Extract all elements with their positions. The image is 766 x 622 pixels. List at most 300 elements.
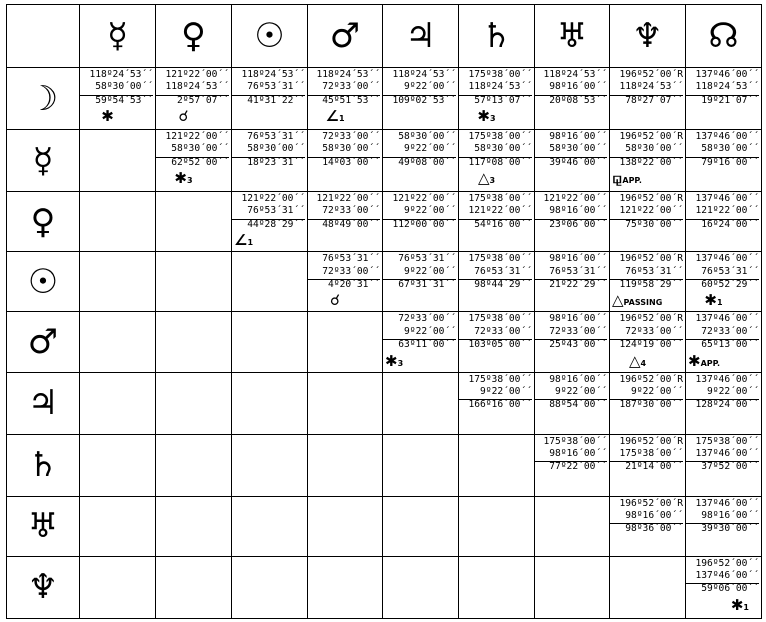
difference-line: 4º20´31´´ (308, 279, 380, 292)
operand-line: 121º22´00´´ (165, 69, 229, 80)
aspect-cell-sun-jupiter (383, 252, 459, 312)
aspect-marker (686, 292, 759, 311)
difference-line: 59º54´53´´ (80, 95, 153, 108)
neptune-glyph-icon: ♆ (27, 567, 59, 608)
operand-line: 121º22´00´´ (241, 193, 305, 204)
operand-line: 98º16´00´´ (549, 313, 607, 325)
operand-line: 196º52´00´R (619, 193, 683, 204)
operand-line: 196º52´00´R (619, 435, 683, 447)
operand-line: 118º24´53´´ (695, 81, 759, 93)
operand-line: 121º22´00´´ (316, 193, 380, 204)
row-header-sun (7, 252, 80, 312)
aspect-cell-jupiter-uranus (535, 372, 610, 434)
mercury-glyph-icon: ☿ (107, 16, 128, 56)
calc-block (686, 557, 761, 616)
difference-line: 63º11´00´´ (383, 339, 456, 352)
operand-line: 137º46´00´´ (695, 193, 759, 204)
operand-line: 76º53´31´´ (625, 265, 683, 277)
calc-block (686, 497, 761, 537)
calc-block (686, 252, 761, 311)
operand-line: 196º52´00´R (619, 69, 683, 80)
empty-cell (383, 496, 459, 556)
jupiter-glyph-icon: ♃ (405, 16, 436, 56)
difference-line: 59º06´00´´ (686, 583, 759, 596)
calc-block (383, 252, 458, 292)
operand-line: 196º52´00´R (619, 373, 683, 385)
difference-line: 138º22´00´´ (610, 157, 683, 170)
aspect-note: 1 (743, 602, 749, 612)
operand-line: 98º16´00´´ (549, 205, 607, 217)
difference-line: 65º13´00´´ (686, 339, 759, 352)
operand-line: 72º33´00´´ (474, 325, 532, 337)
calc-block (459, 252, 534, 292)
operand-line: 72º33´00´´ (322, 81, 380, 93)
empty-cell (80, 372, 156, 434)
operand-line: 98º16´00´´ (549, 373, 607, 385)
difference-line: 39º46´00´´ (535, 157, 607, 170)
operand-line: 9º22´00´´ (404, 205, 456, 217)
aspect-marker (459, 170, 532, 189)
calc-block (383, 130, 458, 170)
saturn-glyph-icon: ♄ (481, 16, 512, 56)
calc-block (610, 130, 685, 189)
aspect-cell-venus-mars (308, 192, 383, 252)
neptune-glyph-icon: ♆ (632, 16, 663, 56)
row-header-saturn (7, 434, 80, 496)
operand-line: 76º53´31´´ (247, 81, 305, 93)
difference-line: 25º43´00´´ (535, 339, 607, 352)
operand-line: 9º22´00´´ (404, 143, 456, 155)
col-header-neptune (610, 5, 686, 68)
aspect-note: 1 (338, 114, 345, 124)
operand-line: 76º53´31´´ (398, 253, 456, 265)
calc-block (535, 312, 609, 352)
calc-block (686, 312, 761, 371)
operand-line: 137º46´00´´ (695, 497, 759, 509)
empty-cell (459, 434, 535, 496)
col-header-sun (232, 5, 308, 68)
aspect-symbol-icon: △ (477, 169, 490, 188)
difference-line: 112º00´00´´ (383, 219, 456, 232)
aspect-cell-mercury-uranus (535, 130, 610, 192)
aspect-symbol-icon: △ (628, 351, 641, 370)
operand-line: 175º38´00´´ (468, 131, 532, 142)
difference-line: 88º54´00´´ (535, 399, 607, 412)
row-mercury (7, 130, 762, 192)
calc-block (383, 68, 458, 108)
calc-block (610, 373, 685, 413)
mercury-glyph-icon: ☿ (32, 140, 54, 181)
difference-line: 77º22´00´´ (535, 461, 607, 474)
empty-cell (535, 496, 610, 556)
aspect-note: 3 (490, 114, 496, 124)
empty-cell (232, 434, 308, 496)
operand-line: 72º33´00´´ (322, 131, 380, 142)
operand-line: 175º38´00´´ (695, 435, 759, 447)
operand-line: 9º22´00´´ (404, 81, 456, 93)
aspect-cell-venus-uranus (535, 192, 610, 252)
col-header-mars (308, 5, 383, 68)
operand-line: 196º52´00´R (619, 497, 683, 509)
aspect-marker (686, 597, 759, 616)
empty-cell (308, 496, 383, 556)
difference-line: 60º52´29´´ (686, 279, 759, 292)
row-header-neptune (7, 556, 80, 618)
aspect-marker (308, 292, 380, 311)
aspect-marker (383, 353, 456, 372)
operand-line: 76º53´31´´ (247, 131, 305, 142)
aspect-symbol-icon: △ (612, 291, 624, 310)
difference-line: 45º51´53´´ (308, 95, 380, 108)
uranus-glyph-icon: ♅ (556, 16, 588, 56)
aspect-cell-venus-neptune (610, 192, 686, 252)
operand-line: 121º22´00´´ (695, 205, 759, 217)
operand-line: 121º22´00´´ (468, 205, 532, 217)
calc-block (535, 192, 609, 232)
operand-line: 98º16´00´´ (701, 509, 759, 521)
empty-cell (383, 556, 459, 618)
operand-line: 175º38´00´´ (543, 435, 607, 447)
operand-line: 121º22´00´´ (392, 193, 456, 204)
difference-line: 57º13´07´´ (459, 95, 532, 108)
difference-line: 49º08´00´´ (383, 157, 456, 170)
operand-line: 58º30´00´´ (95, 81, 153, 93)
difference-line: 75º30´00´´ (610, 219, 683, 232)
row-mars (7, 312, 762, 372)
operand-line: 58º30´00´´ (549, 143, 607, 155)
empty-cell (459, 556, 535, 618)
aspect-symbol-icon: ⚼ (612, 169, 623, 188)
operand-line: 72º33´00´´ (701, 325, 759, 337)
calc-block (610, 312, 685, 371)
row-header-moon (7, 68, 80, 130)
empty-cell (80, 192, 156, 252)
empty-cell (80, 556, 156, 618)
difference-line: 124º19´00´´ (610, 339, 683, 352)
operand-line: 121º22´00´´ (165, 131, 229, 142)
row-header-jupiter (7, 372, 80, 434)
difference-line: 2º57´07´´ (156, 95, 229, 108)
empty-cell (156, 496, 232, 556)
aspect-note: 3 (187, 176, 193, 186)
operand-line: 196º52´00´´ (695, 557, 759, 569)
aspect-cell-mercury-node (686, 130, 762, 192)
aspect-cell-saturn-node (686, 434, 762, 496)
calc-block (459, 312, 534, 352)
empty-cell (308, 434, 383, 496)
row-saturn (7, 434, 762, 496)
aspect-cell-venus-node (686, 192, 762, 252)
operand-line: 175º38´00´´ (468, 193, 532, 204)
aspect-symbol-icon: ✱ (101, 107, 114, 126)
venus-glyph-icon: ♀ (181, 16, 206, 56)
operand-line: 118º24´53´´ (89, 69, 153, 80)
col-header-uranus (535, 5, 610, 68)
empty-cell (535, 556, 610, 618)
calc-block (308, 68, 382, 127)
operand-line: 76º53´31´´ (701, 265, 759, 277)
operand-line: 72º33´00´´ (625, 325, 683, 337)
aspect-cell-venus-jupiter (383, 192, 459, 252)
operand-line: 72º33´00´´ (322, 205, 380, 217)
row-moon (7, 68, 762, 130)
aspect-symbol-icon: ✱ (174, 169, 187, 188)
calc-block (308, 252, 382, 311)
operand-line: 175º38´00´´ (468, 253, 532, 265)
operand-line: 9º22´00´´ (631, 385, 683, 397)
empty-cell (232, 556, 308, 618)
operand-line: 58º30´00´´ (322, 143, 380, 155)
aspect-cell-saturn-neptune (610, 434, 686, 496)
empty-cell (232, 496, 308, 556)
empty-cell (459, 496, 535, 556)
calc-block (610, 252, 685, 311)
operand-line: 72º33´00´´ (549, 325, 607, 337)
mars-glyph-icon: ♂ (329, 16, 361, 56)
row-header-uranus (7, 496, 80, 556)
calc-block (80, 68, 155, 127)
operand-line: 58º30´00´´ (474, 143, 532, 155)
operand-line: 137º46´00´´ (695, 373, 759, 385)
operand-line: 58º30´00´´ (171, 143, 229, 155)
aspect-note: APP. (700, 358, 721, 368)
calc-block (610, 192, 685, 232)
operand-line: 175º38´00´´ (468, 69, 532, 80)
empty-cell (308, 556, 383, 618)
aspect-note: 1 (247, 238, 254, 248)
operand-line: 9º22´00´´ (707, 385, 759, 397)
row-neptune (7, 556, 762, 618)
sun-glyph-icon: ☉ (27, 261, 59, 302)
operand-line: 137º46´00´´ (695, 569, 759, 581)
calc-block (383, 192, 458, 232)
aspect-cell-uranus-neptune (610, 496, 686, 556)
calc-block (459, 373, 534, 413)
operand-line: 118º24´53´´ (619, 81, 683, 93)
calc-block (156, 130, 231, 189)
aspect-cell-moon-neptune (610, 68, 686, 130)
difference-line: 44º28´29´´ (232, 219, 305, 232)
header-row (7, 5, 762, 68)
aspect-cell-uranus-node (686, 496, 762, 556)
aspect-cell-moon-node (686, 68, 762, 130)
aspect-cell-moon-saturn (459, 68, 535, 130)
row-uranus (7, 496, 762, 556)
operand-line: 98º16´00´´ (549, 81, 607, 93)
aspect-note: 3 (489, 176, 496, 186)
operand-line: 76º53´31´´ (474, 265, 532, 277)
aspect-symbol-icon: ✱ (704, 291, 717, 310)
row-header-mercury (7, 130, 80, 192)
empty-cell (383, 434, 459, 496)
difference-line: 67º31´31´´ (383, 279, 456, 292)
aspect-marker (156, 170, 229, 189)
aspect-symbol-icon: ∠ (325, 107, 339, 126)
difference-line: 54º16´00´´ (459, 219, 532, 232)
operand-line: 58º30´00´´ (247, 143, 305, 155)
aspect-symbol-icon: ✱ (477, 107, 490, 126)
calc-block (610, 497, 685, 537)
empty-cell (156, 252, 232, 312)
empty-cell (80, 312, 156, 372)
aspect-symbol-icon: ✱ (730, 595, 744, 614)
difference-line: 39º30´00´´ (686, 523, 759, 536)
calc-block (686, 373, 761, 413)
aspect-symbol-icon: ✱ (385, 351, 398, 370)
aspect-cell-mercury-sun (232, 130, 308, 192)
col-header-node (686, 5, 762, 68)
difference-line: 23º06´00´´ (535, 219, 607, 232)
difference-line: 128º24´00´´ (686, 399, 759, 412)
operand-line: 121º22´00´´ (619, 205, 683, 217)
aspect-cell-jupiter-neptune (610, 372, 686, 434)
calc-block (459, 68, 534, 127)
difference-line: 117º08´00´´ (459, 157, 532, 170)
calc-block (686, 68, 761, 108)
difference-line: 21º14´00´´ (610, 461, 683, 474)
difference-line: 166º16´00´´ (459, 399, 532, 412)
aspect-cell-venus-saturn (459, 192, 535, 252)
empty-cell (232, 252, 308, 312)
aspect-marker (80, 108, 153, 127)
calc-block (308, 192, 382, 232)
aspect-grid (6, 4, 762, 619)
operand-line: 98º16´00´´ (549, 447, 607, 459)
aspect-symbol-icon: ✱ (688, 351, 701, 370)
difference-line: 98º36´00´´ (610, 523, 683, 536)
operand-line: 98º16´00´´ (625, 509, 683, 521)
moon-glyph-icon: ☽ (27, 78, 59, 119)
difference-line: 41º31´22´´ (232, 95, 305, 108)
venus-glyph-icon: ♀ (30, 201, 56, 242)
operand-line: 9º22´00´´ (404, 325, 456, 337)
aspect-cell-venus-sun (232, 192, 308, 252)
row-header-mars (7, 312, 80, 372)
operand-line: 121º22´00´´ (543, 193, 607, 204)
difference-line: 109º02´53´´ (383, 95, 456, 108)
aspect-cell-moon-mercury (80, 68, 156, 130)
operand-line: 118º24´53´´ (165, 81, 229, 93)
empty-cell (156, 372, 232, 434)
col-header-saturn (459, 5, 535, 68)
difference-line: 79º16´00´´ (686, 157, 759, 170)
aspect-cell-mars-uranus (535, 312, 610, 372)
difference-line: 187º30´00´´ (610, 399, 683, 412)
aspect-note: PASSING (623, 298, 663, 308)
operand-line: 175º38´00´´ (619, 447, 683, 459)
operand-line: 118º24´53´´ (241, 69, 305, 80)
aspect-cell-mars-jupiter (383, 312, 459, 372)
empty-cell (308, 312, 383, 372)
aspect-marker (610, 292, 683, 311)
empty-cell (232, 312, 308, 372)
calc-block (232, 130, 307, 170)
operand-line: 175º38´00´´ (468, 373, 532, 385)
row-jupiter (7, 372, 762, 434)
calc-block (535, 435, 609, 475)
jupiter-glyph-icon: ♃ (27, 383, 59, 424)
node-glyph-icon: ☊ (708, 16, 739, 56)
difference-line: 119º58´29´´ (610, 279, 683, 292)
corner-cell (7, 5, 80, 68)
operand-line: 196º52´00´R (619, 313, 683, 325)
empty-cell (80, 130, 156, 192)
difference-line: 78º27´07´´ (610, 95, 683, 108)
operand-line: 196º52´00´R (619, 131, 683, 142)
aspect-marker (459, 108, 532, 127)
aspect-cell-mars-neptune (610, 312, 686, 372)
aspect-cell-sun-neptune (610, 252, 686, 312)
difference-line: 18º23´31´´ (232, 157, 305, 170)
operand-line: 118º24´53´´ (543, 69, 607, 80)
sun-glyph-icon: ☉ (254, 16, 285, 56)
operand-line: 9º22´00´´ (555, 385, 607, 397)
aspect-cell-sun-uranus (535, 252, 610, 312)
empty-cell (610, 556, 686, 618)
aspect-symbol-icon: ☌ (178, 107, 189, 126)
operand-line: 118º24´53´´ (392, 69, 456, 80)
operand-line: 118º24´53´´ (316, 69, 380, 80)
aspect-cell-neptune-node (686, 556, 762, 618)
calc-block (459, 192, 534, 232)
row-sun (7, 252, 762, 312)
operand-line: 98º16´00´´ (549, 131, 607, 142)
aspect-cell-jupiter-saturn (459, 372, 535, 434)
aspect-cell-moon-mars (308, 68, 383, 130)
aspect-cell-mercury-saturn (459, 130, 535, 192)
aspect-cell-saturn-uranus (535, 434, 610, 496)
aspect-cell-mercury-jupiter (383, 130, 459, 192)
aspect-symbol-icon: ∠ (234, 231, 248, 250)
difference-line: 98º44´29´´ (459, 279, 532, 292)
calc-block (535, 130, 609, 170)
empty-cell (156, 312, 232, 372)
operand-line: 58º30´00´´ (398, 131, 456, 142)
aspect-symbol-icon: ☌ (329, 291, 341, 310)
col-header-jupiter (383, 5, 459, 68)
aspect-cell-jupiter-node (686, 372, 762, 434)
empty-cell (232, 372, 308, 434)
operand-line: 175º38´00´´ (468, 313, 532, 325)
calc-block (686, 435, 761, 475)
operand-line: 76º53´31´´ (322, 253, 380, 265)
calc-block (686, 192, 761, 232)
operand-line: 9º22´00´´ (404, 265, 456, 277)
operand-line: 137º46´00´´ (695, 69, 759, 80)
empty-cell (80, 252, 156, 312)
saturn-glyph-icon: ♄ (27, 445, 59, 486)
calc-block (308, 130, 382, 170)
calc-block (232, 192, 307, 251)
difference-line: 20º08´53´´ (535, 95, 607, 108)
empty-cell (80, 496, 156, 556)
empty-cell (156, 434, 232, 496)
empty-cell (156, 556, 232, 618)
aspect-cell-sun-mars (308, 252, 383, 312)
aspect-marker (156, 108, 229, 127)
calc-block (686, 130, 761, 170)
empty-cell (308, 372, 383, 434)
aspect-cell-moon-venus (156, 68, 232, 130)
operand-line: 98º16´00´´ (549, 253, 607, 265)
difference-line: 62º52´00´´ (156, 157, 229, 170)
aspect-marker (610, 170, 683, 189)
aspect-note: 1 (717, 298, 723, 308)
operand-line: 58º30´00´´ (701, 143, 759, 155)
empty-cell (383, 372, 459, 434)
calc-block (535, 252, 609, 292)
row-header-venus (7, 192, 80, 252)
